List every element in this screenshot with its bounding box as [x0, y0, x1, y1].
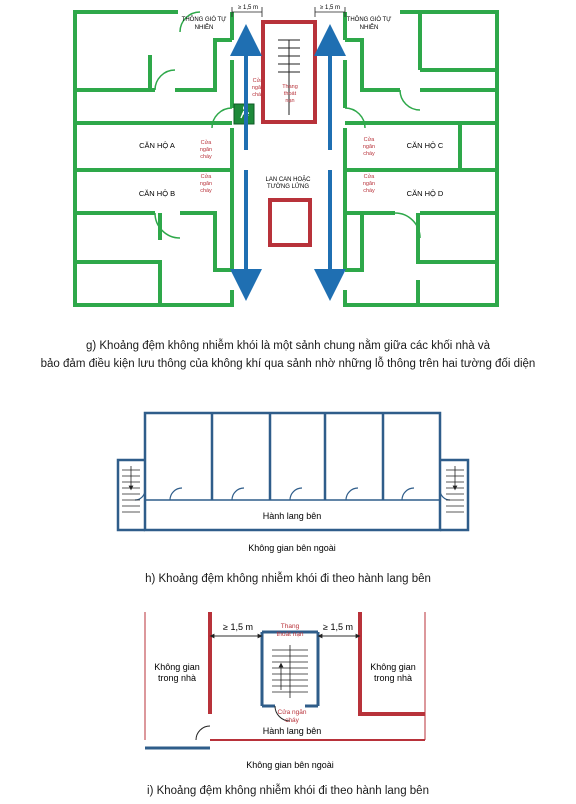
- door-b-1: Cửa: [200, 174, 212, 180]
- door-a-2: ngăn: [199, 147, 213, 153]
- door-c-3: cháy: [363, 151, 375, 157]
- caption-g-line1: g) Khoảng đệm không nhiễm khói là một sảnh chung nằm giữa các khối nhà và: [85, 340, 491, 352]
- railing-line1: LAN CAN HOẶC: [265, 177, 311, 183]
- apt-c-label: CĂN HỘ C: [406, 141, 444, 150]
- caption-h: h) Khoảng đệm không nhiễm khói đi theo hành lang bên: [145, 573, 431, 585]
- door-c-2: ngăn: [362, 144, 376, 150]
- stair-label-2: thoát: [283, 91, 297, 97]
- door-exit-1: Cửa: [252, 78, 264, 84]
- vent-right-line1: THÔNG GIÓ TỰ: [346, 17, 392, 23]
- i-inside-left-2: trong nhà: [157, 673, 197, 683]
- door-exit-3: cháy: [252, 92, 264, 98]
- stair-label-3: nạn: [285, 98, 295, 104]
- i-door-2: cháy: [285, 717, 299, 724]
- i-door-1: Cửa ngăn: [277, 709, 307, 716]
- door-a-1: Cửa: [200, 140, 212, 146]
- door-d-3: cháy: [363, 188, 375, 194]
- apt-b-label: CĂN HỘ B: [138, 189, 176, 198]
- stair-core: [263, 22, 315, 245]
- panel-h-labels: [248, 511, 336, 553]
- caption-g-line2: bảo đảm điều kiện lưu thông của không khí qua sảnh nhờ những lỗ thông trên hai tường đối diện: [40, 358, 536, 370]
- door-a-3: cháy: [200, 154, 212, 160]
- door-exit-2: ngăn: [251, 85, 265, 91]
- caption-i: i) Khoảng đệm không nhiễm khói đi theo hành lang bên: [147, 785, 429, 797]
- door-b-3: cháy: [200, 188, 212, 194]
- h-corridor-label: Hành lang bên: [262, 511, 322, 521]
- vent-left-line2: NHIÊN: [194, 25, 214, 31]
- airflow-arrows: [246, 40, 330, 285]
- door-d-2: ngăn: [362, 181, 376, 187]
- i-inside-right-2: trong nhà: [373, 673, 413, 683]
- dim-left-label: ≥ 1,5 m: [238, 5, 258, 11]
- i-outside-label: Không gian bên ngoài: [246, 760, 334, 770]
- i-stair-label-2: thoát nạn: [276, 631, 304, 638]
- h-outside-label: Không gian bên ngoài: [248, 543, 336, 553]
- stair-label-1: Thang: [282, 84, 298, 90]
- door-d-1: Cửa: [363, 174, 375, 180]
- i-corridor-label: Hành lang bên: [262, 726, 322, 736]
- i-inside-left-1: Không gian: [154, 662, 200, 672]
- door-b-2: ngăn: [199, 181, 213, 187]
- vent-left-line1: THÔNG GIÓ TỰ: [181, 17, 227, 23]
- apt-a-label: CĂN HỘ A: [139, 141, 175, 150]
- apt-d-label: CĂN HỘ D: [406, 189, 444, 198]
- right-block-walls: [345, 12, 497, 305]
- i-dim-left: ≥ 1,5 m: [223, 622, 253, 632]
- vent-right-line2: NHIÊN: [359, 25, 379, 31]
- i-inside-right-1: Không gian: [370, 662, 416, 672]
- panel-h-stairs: [122, 466, 464, 512]
- dim-right-label: ≥ 1,5 m: [320, 5, 340, 11]
- i-stair-label-1: Thang: [280, 623, 300, 630]
- railing-line2: TƯỜNG LỬNG: [266, 184, 310, 190]
- i-dim-right: ≥ 1,5 m: [323, 622, 353, 632]
- door-c-1: Cửa: [363, 137, 375, 143]
- panel-i-stairs: [272, 645, 308, 698]
- panel-g-floor-plan: [75, 7, 497, 305]
